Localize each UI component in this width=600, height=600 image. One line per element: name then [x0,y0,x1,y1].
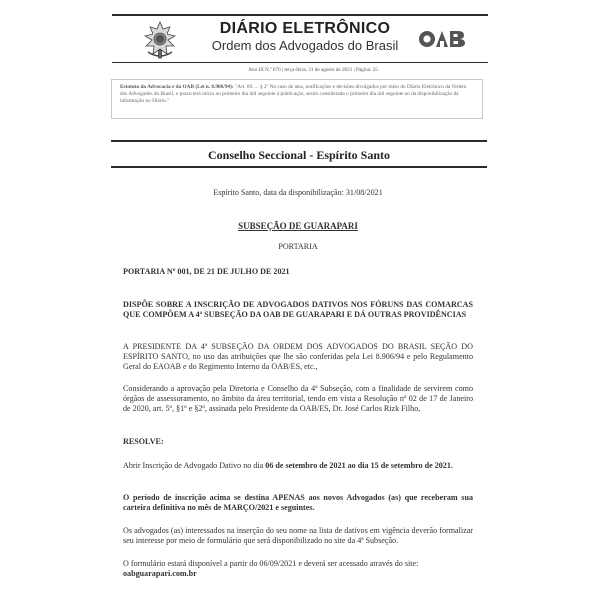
council-heading: Conselho Seccional - Espírito Santo [207,148,390,162]
subsection-title: SUBSEÇÃO DE GUARAPARI [238,221,358,231]
site-link[interactable]: oabguarapari.com.br [123,569,197,579]
paragraph-registration-dates [123,461,473,471]
issue-line: Ano III N.º 676 | terça-feira, 31 de agosto de 2021 | Página: 25 [248,67,378,73]
paragraph-preamble: A PRESIDENTE DA 4ª SUBSEÇÃO DA ORDEM DOS ADVOGADOS DO BRASIL SEÇÃO DO ESPÍRITO SANTO, no uso das atribuições que lhe são conferidas pela Lei 8.906/94 e pelo Regulamento Geral do EAOAB e do Regimento Interno da OAB/ES, etc., [123,342,473,372]
brazil-coat-of-arms-icon [140,20,180,60]
statute-text: "Art. 69. ... § 2º No caso de atos, notificações e decisões divulgados por meio do Diário Eletrônico da Ordem dos Advogados do Brasil, o prazo terá início no primeiro dia útil seguinte à publicação, assim considerada o primeiro dia útil seguinte ao da disponibilização da informação no Diário." [120,84,467,105]
document-type: PORTARIA [278,242,318,251]
availability-date: Espírito Santo, data da disponibilização: 31/08/2021 [213,188,383,197]
resolve-heading: RESOLVE: [123,437,164,446]
ordinance-title: PORTARIA Nº 001, DE 21 DE JULHO DE 2021 [123,267,290,276]
form-availability-text: O formulário estará disponível a partir do 06/09/2021 e deverá ser acessado através do site: [123,559,419,568]
paragraph-considering: Considerando a aprovação pela Diretoria e Conselho da 4ª Subseção, com a finalidade de servirem como órgãos de assessoramento, no âmbito da área territorial, tendo em vista a Resolução nº 02 de 17 de Janeiro de 2020, art. 5º, §1º e §2º, assinada pelo Presidente da OAB/ES, Dr. José Carlos Rizk Filho, [123,384,473,414]
header-top-rule [112,14,488,16]
header-bottom-rule [112,62,488,63]
registration-lead: Abrir Inscrição de Advogado Dativo no dia [123,461,266,470]
council-top-rule [111,140,487,142]
paragraph-form-availability [123,559,473,579]
statute-label: Estatuto da Advocacia e da OAB (Lei n. 8.906/94): [120,84,234,90]
paragraph-form-notice: Os advogados (as) interessados na inserção do seu nome na lista de dativos em vigência deverão formalizar seu interesse por meio de formulário que será disponibilizado no site da 4ª Subseção. [123,526,473,546]
ordinance-subject: DISPÕE SOBRE A INSCRIÇÃO DE ADVOGADOS DATIVOS NOS FÓRUNS DAS COMARCAS QUE COMPÕEM A 4ª SUBSEÇÃO DA OAB DE GUARAPARI E DÁ OUTRAS PROVIDÊNCIAS [123,300,473,320]
registration-dates: 06 de setembro de 2021 ao dia 15 de setembro de 2021. [265,461,453,470]
council-bottom-rule [111,166,487,168]
paragraph-eligibility: O período de inscrição acima se destina APENAS aos novos Advogados (as) que receberam sua carteira definitiva no mês de MARÇO/2021 e seguintes. [123,493,473,513]
journal-subtitle: Ordem dos Advogados do Brasil [211,38,399,53]
oab-logo-icon [418,28,466,50]
statute-notice-box [111,79,483,119]
journal-title: DIÁRIO ELETRÔNICO [219,20,391,37]
